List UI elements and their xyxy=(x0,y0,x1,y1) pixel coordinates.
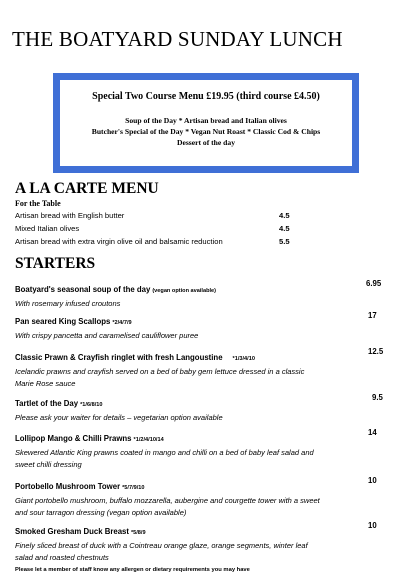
promo-line: Dessert of the day xyxy=(177,138,235,147)
table-item-price: 4.5 xyxy=(279,211,290,220)
menu-item xyxy=(15,279,390,310)
menu-item-name: Pan seared King Scallops xyxy=(15,317,111,326)
menu-item-description: With rosemary infused croutons xyxy=(15,299,121,308)
table-item-name: Artisan bread with extra virgin olive oil and balsamic reduction xyxy=(15,237,223,246)
menu-item xyxy=(15,476,390,519)
menu-item xyxy=(15,347,390,390)
menu-item-price: 10 xyxy=(368,521,377,530)
promo-line: Soup of the Day * Artisan bread and Italian olives xyxy=(125,116,287,125)
menu-item-description: Skewered Atlantic King prawns coated in mango and chilli on a bed of baby leaf salad and sweet chilli dressing xyxy=(15,448,314,469)
for-the-table-label: For the Table xyxy=(15,199,61,208)
menu-item-description: Icelandic prawns and crayfish served on a bed of baby gem lettuce dressed in a classic Marie Rose sauce xyxy=(15,367,305,388)
menu-item-description: Giant portobello mushroom, buffalo mozzarella, aubergine and courgette tower with a sweet and sour tarragon dressing (vegan option available) xyxy=(15,496,320,517)
menu-item-price: 14 xyxy=(368,428,377,437)
menu-item-code: *1/6/8/10 xyxy=(80,402,103,408)
menu-item-description: Finely sliced breast of duck with a Cointreau orange glaze, orange segments, winter leaf salad and roasted chestnuts xyxy=(15,541,308,562)
menu-item-code: *5/7/9/10 xyxy=(122,485,145,491)
table-item-name: Artisan bread with English butter xyxy=(15,211,125,220)
page-title: THE BOATYARD SUNDAY LUNCH xyxy=(12,27,343,51)
promo-line: Butcher's Special of the Day * Vegan Nut Roast * Classic Cod & Chips xyxy=(91,127,321,136)
menu-item-code: *1/2/4/10/14 xyxy=(133,437,164,443)
promo-inner xyxy=(60,80,352,166)
menu-item-price: 10 xyxy=(368,476,377,485)
allergen-notice: Please let a member of staff know any allergen or dietary requirements you may have xyxy=(15,567,250,573)
menu-item-code: *1/3/4/10 xyxy=(232,356,255,362)
promo-headline: Special Two Course Menu £19.95 (third course £4.50) xyxy=(92,91,320,102)
menu-item-name: Classic Prawn & Crayfish ringlet with fresh Langoustine xyxy=(15,353,223,362)
menu-item-code: (vegan option available) xyxy=(152,288,217,294)
menu-item xyxy=(15,521,390,564)
menu-item xyxy=(15,311,390,342)
a-la-carte-heading: A LA CARTE MENU xyxy=(15,180,159,197)
menu-item-description: With crispy pancetta and caramelised cauliflower puree xyxy=(15,331,199,340)
starters-heading: STARTERS xyxy=(15,255,96,272)
menu-item-name: Boatyard's seasonal soup of the day xyxy=(15,285,151,294)
menu-item-name: Tartlet of the Day xyxy=(15,399,79,408)
table-item-price: 4.5 xyxy=(279,224,290,233)
menu-item-description: Please ask your waiter for details – vegetarian option available xyxy=(15,413,223,422)
menu-item-name: Portobello Mushroom Tower xyxy=(15,482,121,491)
table-item-name: Mixed Italian olives xyxy=(15,224,80,233)
table-item-price: 5.5 xyxy=(279,237,290,246)
menu-item-code: *5/8/9 xyxy=(130,530,146,536)
menu-item-price: 17 xyxy=(368,311,377,320)
menu-item xyxy=(15,428,390,471)
menu-item-name: Smoked Gresham Duck Breast xyxy=(15,527,129,536)
menu-item-code: *2/4/7/9 xyxy=(112,320,132,326)
menu-item-price: 6.95 xyxy=(366,279,382,288)
menu-item-price: 12.5 xyxy=(368,347,384,356)
menu-item-price: 9.5 xyxy=(372,393,383,402)
promo-box xyxy=(53,73,359,173)
menu-item xyxy=(15,393,390,424)
menu-item-name: Lollipop Mango & Chilli Prawns xyxy=(15,434,132,443)
